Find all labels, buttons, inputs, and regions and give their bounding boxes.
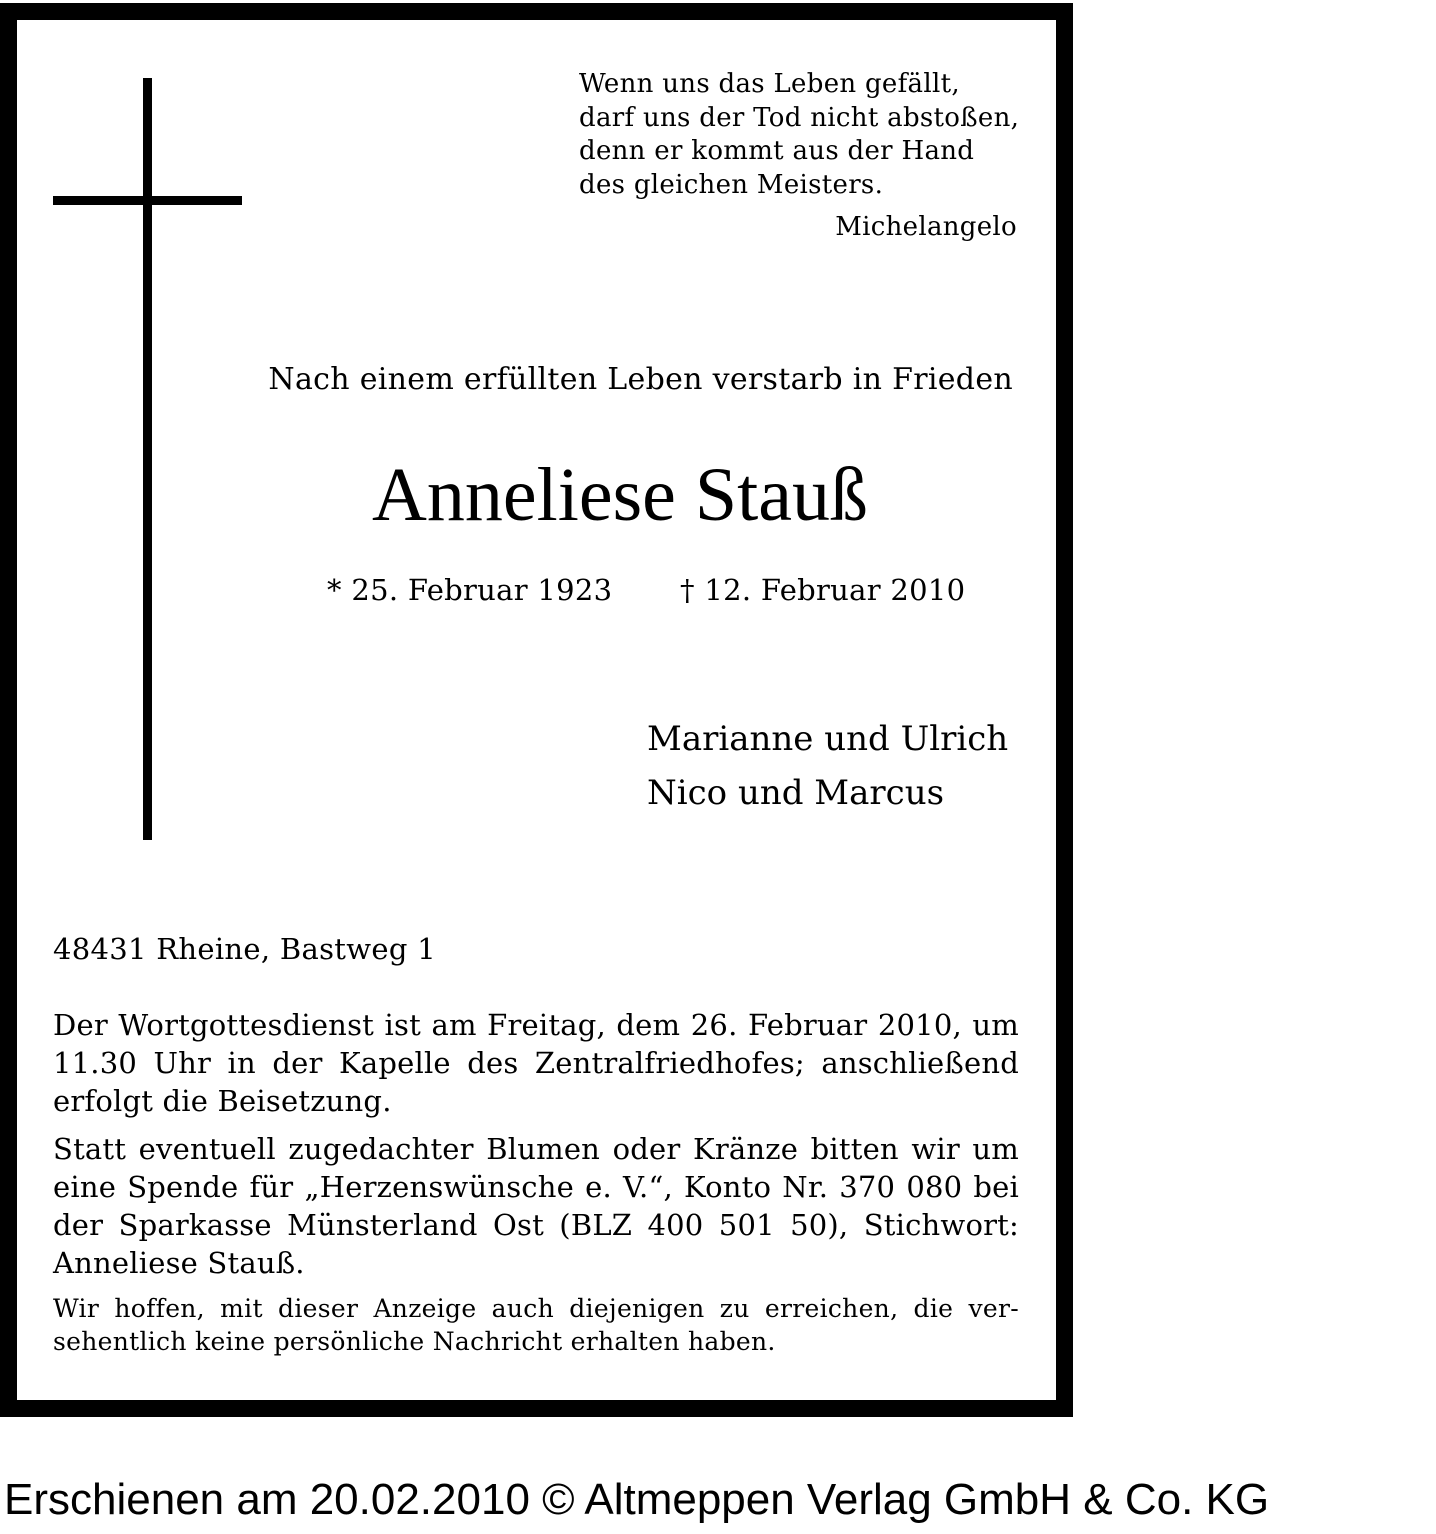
donation-line: Anneliese Stauß. xyxy=(53,1246,305,1280)
quote-author: Michelangelo xyxy=(835,212,1017,242)
service-line: 11.30 Uhr in der Kapelle des Zentralfriedhofes; anschließend xyxy=(53,1046,1019,1080)
service-line: Der Wortgottesdienst ist am Freitag, dem 26. Februar 2010, um xyxy=(53,1008,1019,1042)
address: 48431 Rheine, Bastweg 1 xyxy=(53,932,436,966)
deceased-name: Anneliese Stauß xyxy=(372,453,869,537)
notice-line: Wir hoffen, mit dieser Anzeige auch diejenigen zu erreichen, die ver- xyxy=(53,1294,1019,1323)
service-line: erfolgt die Beisetzung. xyxy=(53,1084,392,1118)
quote-line: Wenn uns das Leben gefällt, xyxy=(579,69,960,99)
donation-paragraph xyxy=(53,1130,1019,1282)
notice-paragraph xyxy=(53,1292,1019,1358)
mourners-list xyxy=(647,712,1008,820)
quote-line: des gleichen Meisters. xyxy=(579,169,884,200)
cross-horizontal-bar xyxy=(53,196,242,205)
mourner-line: Nico und Marcus xyxy=(647,773,945,813)
cross-vertical-bar xyxy=(143,78,152,840)
donation-line: eine Spende für „Herzenswünsche e. V.“, Konto Nr. 370 080 bei xyxy=(53,1170,1019,1204)
quote-line: darf uns der Tod nicht abstoßen, xyxy=(579,102,1020,133)
death-date: † 12. Februar 2010 xyxy=(680,573,966,607)
quote xyxy=(579,68,1039,202)
quote-line: denn er kommt aus der Hand xyxy=(579,136,975,166)
birth-date: * 25. Februar 1923 xyxy=(327,573,613,607)
donation-line: der Sparkasse Münsterland Ost (BLZ 400 501 50), Stichwort: xyxy=(53,1208,1019,1242)
publication-footer: Erschienen am 20.02.2010 © Altmeppen Verlag GmbH & Co. KG xyxy=(4,1475,1270,1524)
service-paragraph xyxy=(53,1006,1019,1120)
donation-line: Statt eventuell zugedachter Blumen oder Kränze bitten wir um xyxy=(53,1132,1019,1166)
mourner-line: Marianne und Ulrich xyxy=(647,719,1009,759)
notice-line: sehentlich keine persönliche Nachricht erhalten haben. xyxy=(53,1327,776,1356)
intro-text: Nach einem erfüllten Leben verstarb in Frieden xyxy=(268,362,1013,397)
